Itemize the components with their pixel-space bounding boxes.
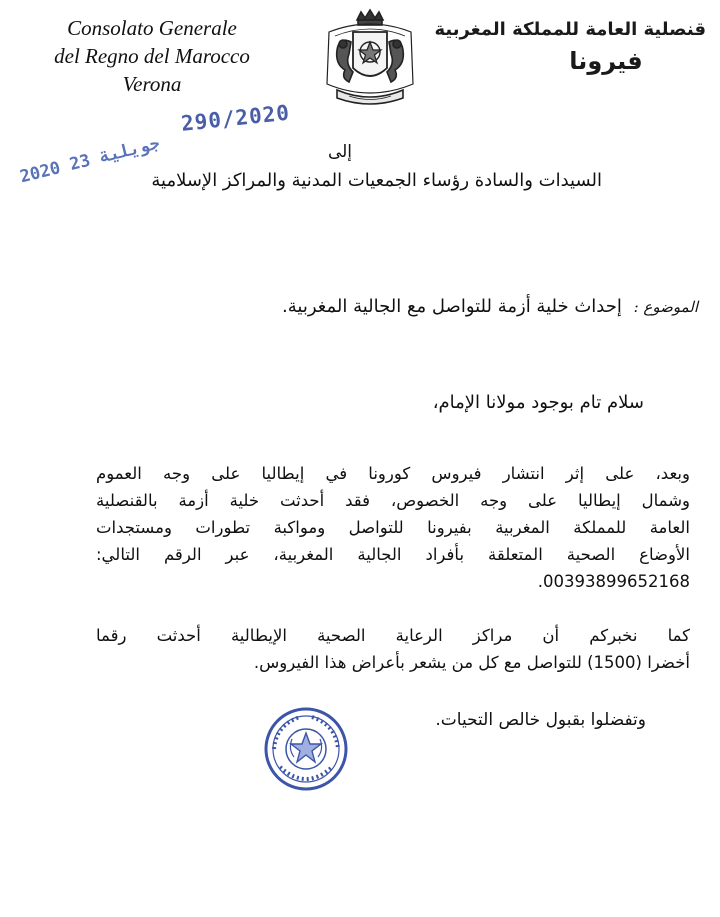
- coat-of-arms-icon: [315, 6, 425, 114]
- reference-number-stamp: 290/2020: [180, 100, 292, 136]
- greeting: سلام تام بوجود مولانا الإمام،: [432, 392, 644, 413]
- subject-line: [98, 296, 698, 317]
- body-paragraph-2: [96, 622, 690, 676]
- paragraph-2-line: كما نخبركم أن مراكز الرعاية الصحية الإيطالية أحدثت رقما: [96, 626, 690, 645]
- addressee-recipients: السيدات والسادة رؤساء الجمعيات المدنية والمراكز الإسلامية: [151, 170, 602, 191]
- paragraph-1-line: وبعد، على إثر انتشار فيروس كورونا في إيطاليا على وجه العموم: [96, 464, 690, 483]
- arabic-heading-line-2: فيرونا: [569, 47, 643, 75]
- paragraph-1-line: وشمال إيطاليا على وجه الخصوص، فقد أحدثت خلية أزمة بالقنصلية: [96, 491, 690, 510]
- arabic-heading-line-1: قنصلية العامة للمملكة المغربية: [434, 19, 706, 40]
- closing-salutation: وتفضلوا بقبول خالص التحيات.: [435, 710, 646, 730]
- subject-text: إحداث خلية أزمة للتواصل مع الجالية المغربية.: [282, 296, 622, 317]
- body-paragraph-1: [96, 460, 690, 595]
- consulate-heading-arabic: [434, 16, 706, 78]
- consulate-heading-latin: [38, 14, 266, 98]
- addressee-to-label: إلى: [327, 142, 353, 162]
- consulate-seal-icon: [262, 705, 350, 793]
- paragraph-2-line: أخضرا (1500) للتواصل مع كل من يشعر بأعراض هذا الفيروس.: [253, 653, 690, 672]
- consulate-line-2: del Regno del Marocco: [54, 44, 250, 68]
- subject-label: الموضوع :: [633, 298, 698, 316]
- consulate-line-3: Verona: [122, 72, 182, 96]
- date-stamp: 2020 23 جويلية: [18, 133, 162, 188]
- phone-number: 00393899652168.: [537, 572, 690, 591]
- paragraph-1-line: الأوضاع الصحية المتعلقة بأفراد الجالية المغربية، عبر الرقم التالي:: [96, 545, 690, 564]
- consulate-line-1: Consolato Generale: [67, 16, 237, 40]
- paragraph-1-line: العامة للمملكة المغربية بفيرونا للتواصل ومواكبة تطورات ومستجدات: [96, 518, 690, 537]
